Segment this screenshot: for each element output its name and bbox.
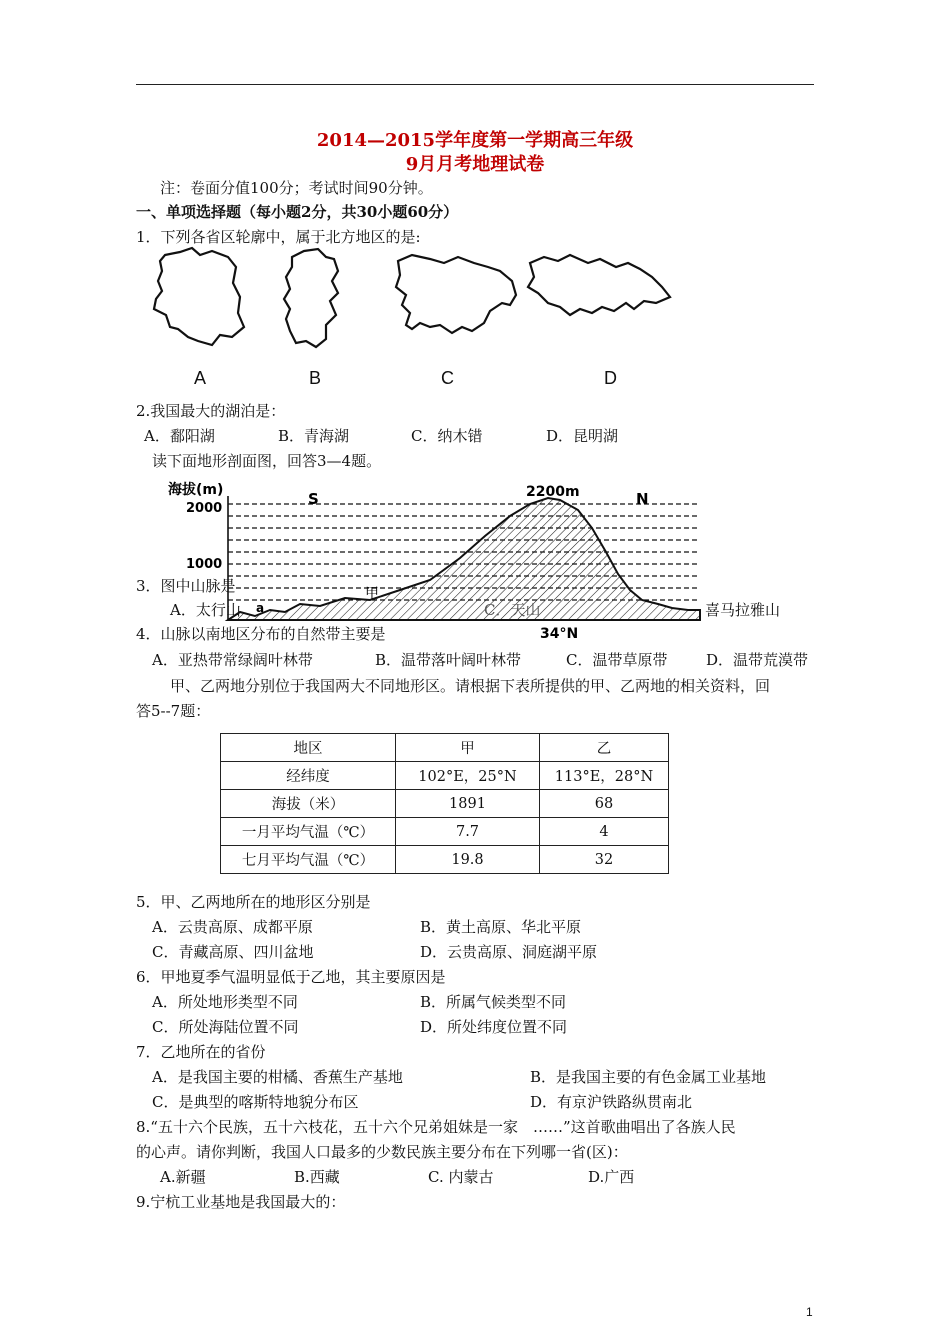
question-7-stem: 7．乙地所在的省份	[136, 1043, 266, 1061]
question-8-option-b: B.西藏	[294, 1168, 340, 1186]
question-5-stem: 5．甲、乙两地所在的地形区分别是	[136, 893, 371, 911]
header-rule	[136, 84, 814, 85]
profile-tick-1000: 1000	[186, 557, 223, 572]
question-3-option-c: C．天山	[484, 601, 541, 619]
profile-a-label: a	[256, 601, 265, 615]
location-data-table	[220, 733, 669, 874]
question-5-option-b: B．黄土高原、华北平原	[420, 918, 582, 936]
question-3-stem: 3．图中山脉是	[136, 577, 236, 595]
question-1-stem: 1．下列各省区轮廓中，属于北方地区的是:	[136, 228, 421, 246]
table-cell: 68	[540, 790, 669, 818]
question-2-option-a: A．鄱阳湖	[144, 427, 215, 445]
question-6-stem: 6．甲地夏季气温明显低于乙地，其主要原因是	[136, 968, 446, 986]
table-cell: 1891	[396, 790, 540, 818]
table-cell: 19.8	[396, 846, 540, 874]
question-6-option-a: A．所处地形类型不同	[152, 993, 298, 1011]
question-7-option-b: B．是我国主要的有色金属工业基地	[530, 1068, 767, 1086]
question-4-stem: 4．山脉以南地区分布的自然带主要是	[136, 625, 386, 643]
question-8-line1: 8.“五十六个民族，五十六枝花，五十六个兄弟姐妹是一家 ……”这首歌曲唱出了各族人民	[136, 1118, 736, 1136]
question-2-option-c: C．纳木错	[411, 427, 483, 445]
question-3-option-d: 喜马拉雅山	[705, 601, 781, 619]
table-cell: 海拔（米）	[221, 790, 396, 818]
question-7-option-d: D．有京沪铁路纵贯南北	[530, 1093, 693, 1111]
province-outline-b	[284, 249, 338, 347]
terrain-profile	[160, 476, 705, 644]
table-cell: 4	[540, 818, 669, 846]
question-2-stem: 2.我国最大的湖泊是：	[136, 402, 286, 420]
profile-tick-2000: 2000	[186, 501, 223, 516]
profile-south-label: S	[308, 490, 319, 508]
question-9-stem: 9.宁杭工业基地是我国最大的：	[136, 1193, 346, 1211]
table-cell: 一月平均气温（℃）	[221, 818, 396, 846]
province-outlines	[140, 245, 680, 360]
question-8-option-a: A.新疆	[160, 1168, 206, 1186]
page-number: 1	[806, 1305, 813, 1319]
question-8-option-c: C. 内蒙古	[428, 1168, 494, 1186]
question-4-option-a: A．亚热带常绿阔叶林带	[152, 651, 313, 669]
question-6-option-b: B．所属气候类型不同	[420, 993, 567, 1011]
question-5-option-a: A．云贵高原、成都平原	[152, 918, 313, 936]
table-row	[221, 818, 669, 846]
question-7-option-a: A．是我国主要的柑橘、香蕉生产基地	[152, 1068, 403, 1086]
question-4-option-c: C．温带草原带	[566, 651, 668, 669]
table-header-cell: 甲	[396, 734, 540, 762]
section-heading: 一、单项选择题（每小题2分，共30小题60分）	[136, 203, 459, 221]
question-8-option-d: D.广西	[588, 1168, 635, 1186]
question-5-option-c: C．青藏高原、四川盆地	[152, 943, 314, 961]
province-outline-a	[154, 248, 244, 345]
table-cell: 113°E，28°N	[540, 762, 669, 790]
exam-title-line1: 2014—2015学年度第一学期高三年级	[316, 130, 634, 151]
question-6-option-d: D．所处纬度位置不同	[420, 1018, 568, 1036]
table-cell: 102°E，25°N	[396, 762, 540, 790]
profile-latitude-label: 34°N	[540, 626, 579, 642]
question-4-option-d: D．温带荒漠带	[706, 651, 809, 669]
question-6-option-c: C．所处海陆位置不同	[152, 1018, 299, 1036]
intro-5-7-line1: 甲、乙两地分别位于我国两大不同地形区。请根据下表所提供的甲、乙两地的相关资料，回	[170, 677, 771, 695]
profile-north-label: N	[636, 490, 649, 508]
question-8-line2: 的心声。请你判断，我国人口最多的少数民族主要分布在下列哪一省(区)：	[136, 1143, 628, 1161]
table-header-row	[221, 734, 669, 762]
outline-label-d: D	[604, 368, 617, 388]
exam-title-line2: 9月月考地理试卷	[405, 154, 545, 175]
table-row	[221, 762, 669, 790]
question-3-option-a: A．太行山	[170, 601, 241, 619]
table-header-cell: 乙	[540, 734, 669, 762]
profile-intro: 读下面地形剖面图，回答3—4题。	[152, 452, 382, 470]
table-cell: 7.7	[396, 818, 540, 846]
question-7-option-c: C．是典型的喀斯特地貌分布区	[152, 1093, 359, 1111]
table-cell: 经纬度	[221, 762, 396, 790]
profile-peak-label: 2200m	[526, 484, 580, 500]
outline-label-b: B	[309, 368, 322, 388]
outline-label-a: A	[194, 368, 207, 388]
question-2-option-b: B．青海湖	[278, 427, 350, 445]
table-row	[221, 846, 669, 874]
outline-label-c: C	[441, 368, 454, 388]
table-cell: 七月平均气温（℃）	[221, 846, 396, 874]
question-4-option-b: B．温带落叶阔叶林带	[375, 651, 522, 669]
table-row	[221, 790, 669, 818]
table-header-cell: 地区	[221, 734, 396, 762]
profile-ylabel: 海拔(m)	[168, 482, 224, 498]
question-2-option-d: D．昆明湖	[546, 427, 619, 445]
question-5-option-d: D．云贵高原、洞庭湖平原	[420, 943, 598, 961]
province-outline-d	[528, 255, 670, 315]
profile-jia-label: 甲	[365, 586, 379, 602]
exam-note: 注：卷面分值100分；考试时间90分钟。	[160, 179, 433, 197]
table-cell: 32	[540, 846, 669, 874]
intro-5-7-line2: 答5--7题：	[136, 702, 211, 720]
province-outline-c	[396, 255, 516, 333]
